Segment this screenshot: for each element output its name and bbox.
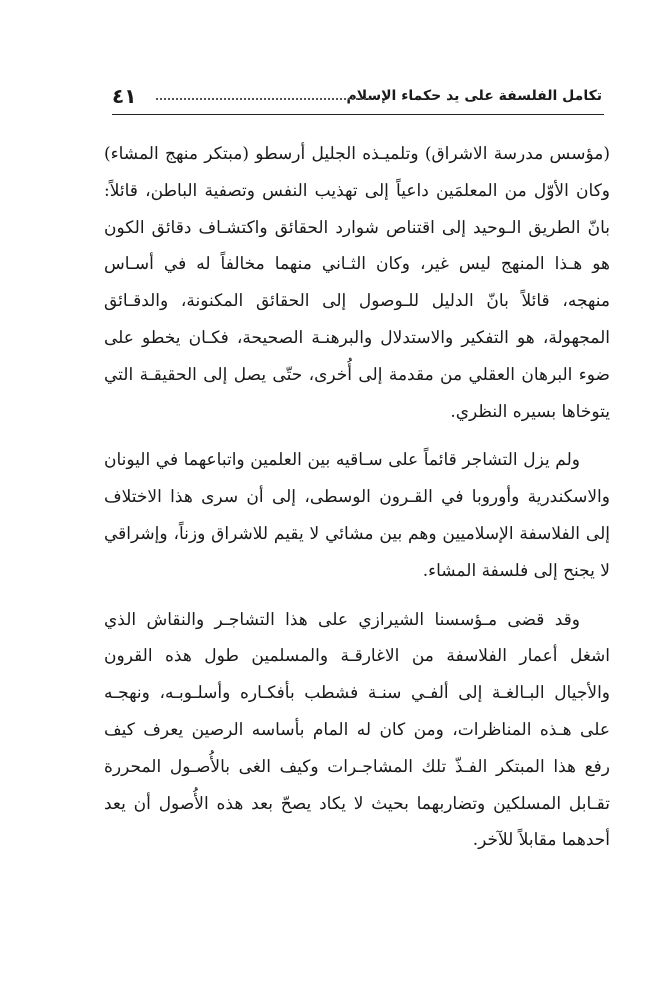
paragraph-2: ولم يزل التشاجر قائماً على سـاقيه بين العلمين واتباعهما في اليونان والاسكندرية وأوروبا في القـرون الوسطى، إلى أن سرى هذا الاختلاف إلى الفلاسفة الإسلاميين وهم بين مشائي لا يقيم للاشراق وزناً، وإشراقي لا يجنح إلى فلسفة المشاء.	[104, 450, 610, 581]
running-header-title: تكامل الفلسفة على يد حكماء الإسلام	[346, 88, 602, 104]
paragraph-3: وقد قضى مـؤسسنا الشيرازي على هذا التشاجـر والنقاش الذي اشغل أعمار الفلاسفة من الاغارقـة والمسلمين طول هذه القرون والأجيال البـالغـة إلى ألفـي سنـة فشطب بأفكـاره وأسلـوبـه، ونهجـه على هـذه المناظرات، ومن كان له المام بأساسه الرصين يعرف كيف رفع هذا المبتكر الفـذّ تلك المشاجـرات وكيف الغى بالأُصـول المحررة تقـابل المسلكين وتضاربهما بحيث لا يكاد يصحّ بعد هذه الأُصول أن يعد أحدهما مقابلاً للآخر.	[104, 609, 610, 851]
body-text	[104, 136, 610, 859]
running-header	[112, 86, 602, 116]
page-number: ٤١	[112, 84, 137, 108]
header-divider	[112, 114, 604, 115]
header-dotted-leader	[156, 98, 370, 100]
paragraph-1: (مؤسس مدرسة الاشراق) وتلميـذه الجليل أرسطو (مبتكر منهج المشاء) وكان الأوّل من المعلمَين داعياً إلى تهذيب النفس وتصفية الباطن، قائلاً: بانّ الطريق الـوحيد إلى اقتناص شوارد الحقائق واكتشـاف دقائق الكون هو هـذا المنهج ليس غير، وكان الثـاني منهما مخالفاً له في أسـاس منهجه، قائلاً بانّ الدليل للـوصول إلى الحقائق المكنونة، والدقـائق المجهولة، هو التفكير والاستدلال والبرهنـة الصحيحة، فكـان يخطو على ضوء البرهان العقلي من مقدمة إلى أُخرى، حتّى يصل إلى الحقيقـة التي يتوخاها بسيره النظري.	[104, 144, 610, 422]
